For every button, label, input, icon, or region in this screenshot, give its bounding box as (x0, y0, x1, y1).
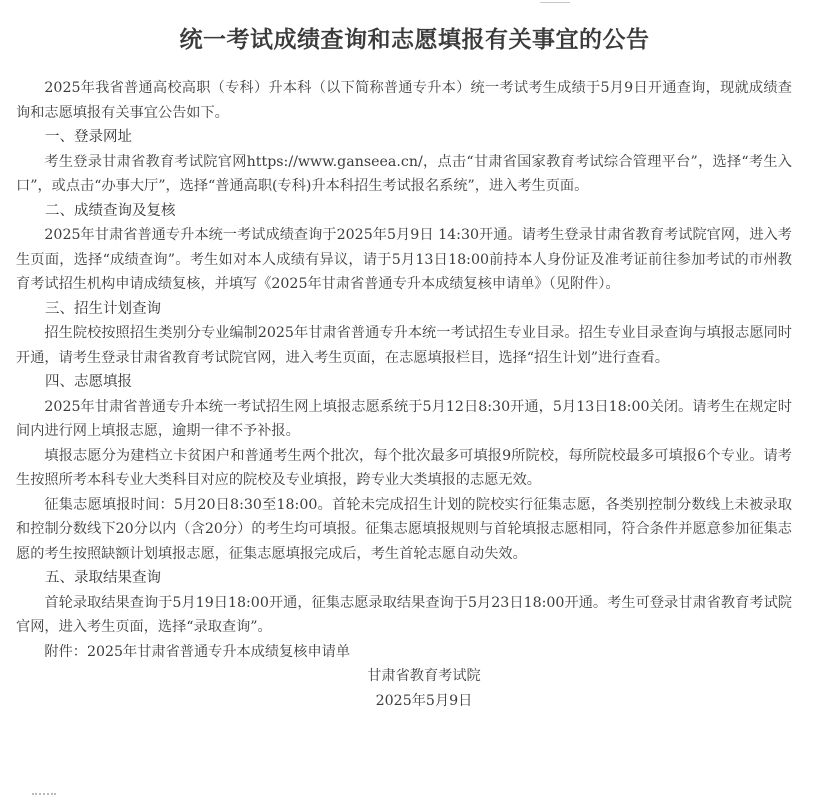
attachment-note: 附件：2025年甘肃省普通专升本成绩复核申请单 (44, 643, 351, 660)
section-paragraph: 2025年甘肃省普通专升本统一考试招生网上填报志愿系统于5月12日8:30开通，5月13日18:00关闭。请考生在规定时间内进行网上填报志愿，逾期一律不予补报。 (16, 398, 792, 439)
intro-paragraph: 2025年我省普通高校高职（专科）升本科（以下简称普通专升本）统一考试考生成绩于5月9日开通查询，现就成绩查询和志愿填报有关事宜公告如下。 (16, 80, 792, 121)
section-heading-login-url: 一、登录网址 (45, 129, 132, 145)
section-paragraph: 2025年甘肃省普通专升本统一考试成绩查询于2025年5月9日 14:30开通。请考生登录甘肃省教育考试院官网，进入考生页面，选择“成绩查询”。考生如对本人成绩有异议，请于5月13日18:00前持本人身份证及准考证前往参加考试的市州教育考试招生机构申请成绩复核，并填写《2025年甘肃省普通专升本成绩复核申请单》（见附件）。 (16, 227, 792, 292)
section-paragraph: 考生登录甘肃省教育考试院官网https://www.ganseea.cn/，点击“甘肃省国家教育考试综合管理平台”，选择“考生入口”，或点击“办事大厅”，选择“普通高职(专科)升本科招生考试报名系统”，进入考生页面。 (16, 153, 792, 194)
section-heading-enrollment-plan: 三、招生计划查询 (45, 300, 161, 317)
document-title: 统一考试成绩查询和志愿填报有关事宜的公告 (179, 27, 650, 54)
document-body (16, 76, 792, 713)
section-heading-application: 四、志愿填报 (45, 374, 132, 390)
section-paragraph: 填报志愿分为建档立卡贫困户和普通考生两个批次，每个批次最多可填报9所院校，每所院校最多可填报6个专业。请考生按照所考本科专业大类科目对应的院校及专业填报，跨专业大类填报的志愿无效。 (16, 447, 792, 488)
cropped-header-fragment (540, 0, 570, 3)
section-heading-admission-results: 五、录取结果查询 (45, 570, 161, 586)
signature-date: 2025年5月9日 (375, 692, 473, 709)
section-heading-score-query: 二、成绩查询及复核 (45, 202, 176, 219)
section-paragraph: 首轮录取结果查询于5月19日18:00开通，征集志愿录取结果查询于5月23日18:00开通。考生可登录甘肃省教育考试院官网，进入考生页面，选择“录取查询”。 (16, 594, 792, 635)
cropped-footer-fragment (32, 793, 56, 798)
section-paragraph: 招生院校按照招生类别分专业编制2025年甘肃省普通专升本统一考试招生专业目录。招生专业目录查询与填报志愿同时开通，请考生登录甘肃省教育考试院官网，进入考生页面，在志愿填报栏目，选择“招生计划”进行查看。 (16, 325, 792, 366)
section-paragraph: 征集志愿填报时间：5月20日8:30至18:00。首轮未完成招生计划的院校实行征集志愿，各类别控制分数线上未被录取和控制分数线下20分以内（含20分）的考生均可填报。征集志愿填报规则与首轮填报志愿相同，符合条件并愿意参加征集志愿的考生按照缺额计划填报志愿，征集志愿填报完成后，考生首轮志愿自动失效。 (16, 496, 792, 562)
signature-organization: 甘肃省教育考试院 (367, 668, 481, 684)
